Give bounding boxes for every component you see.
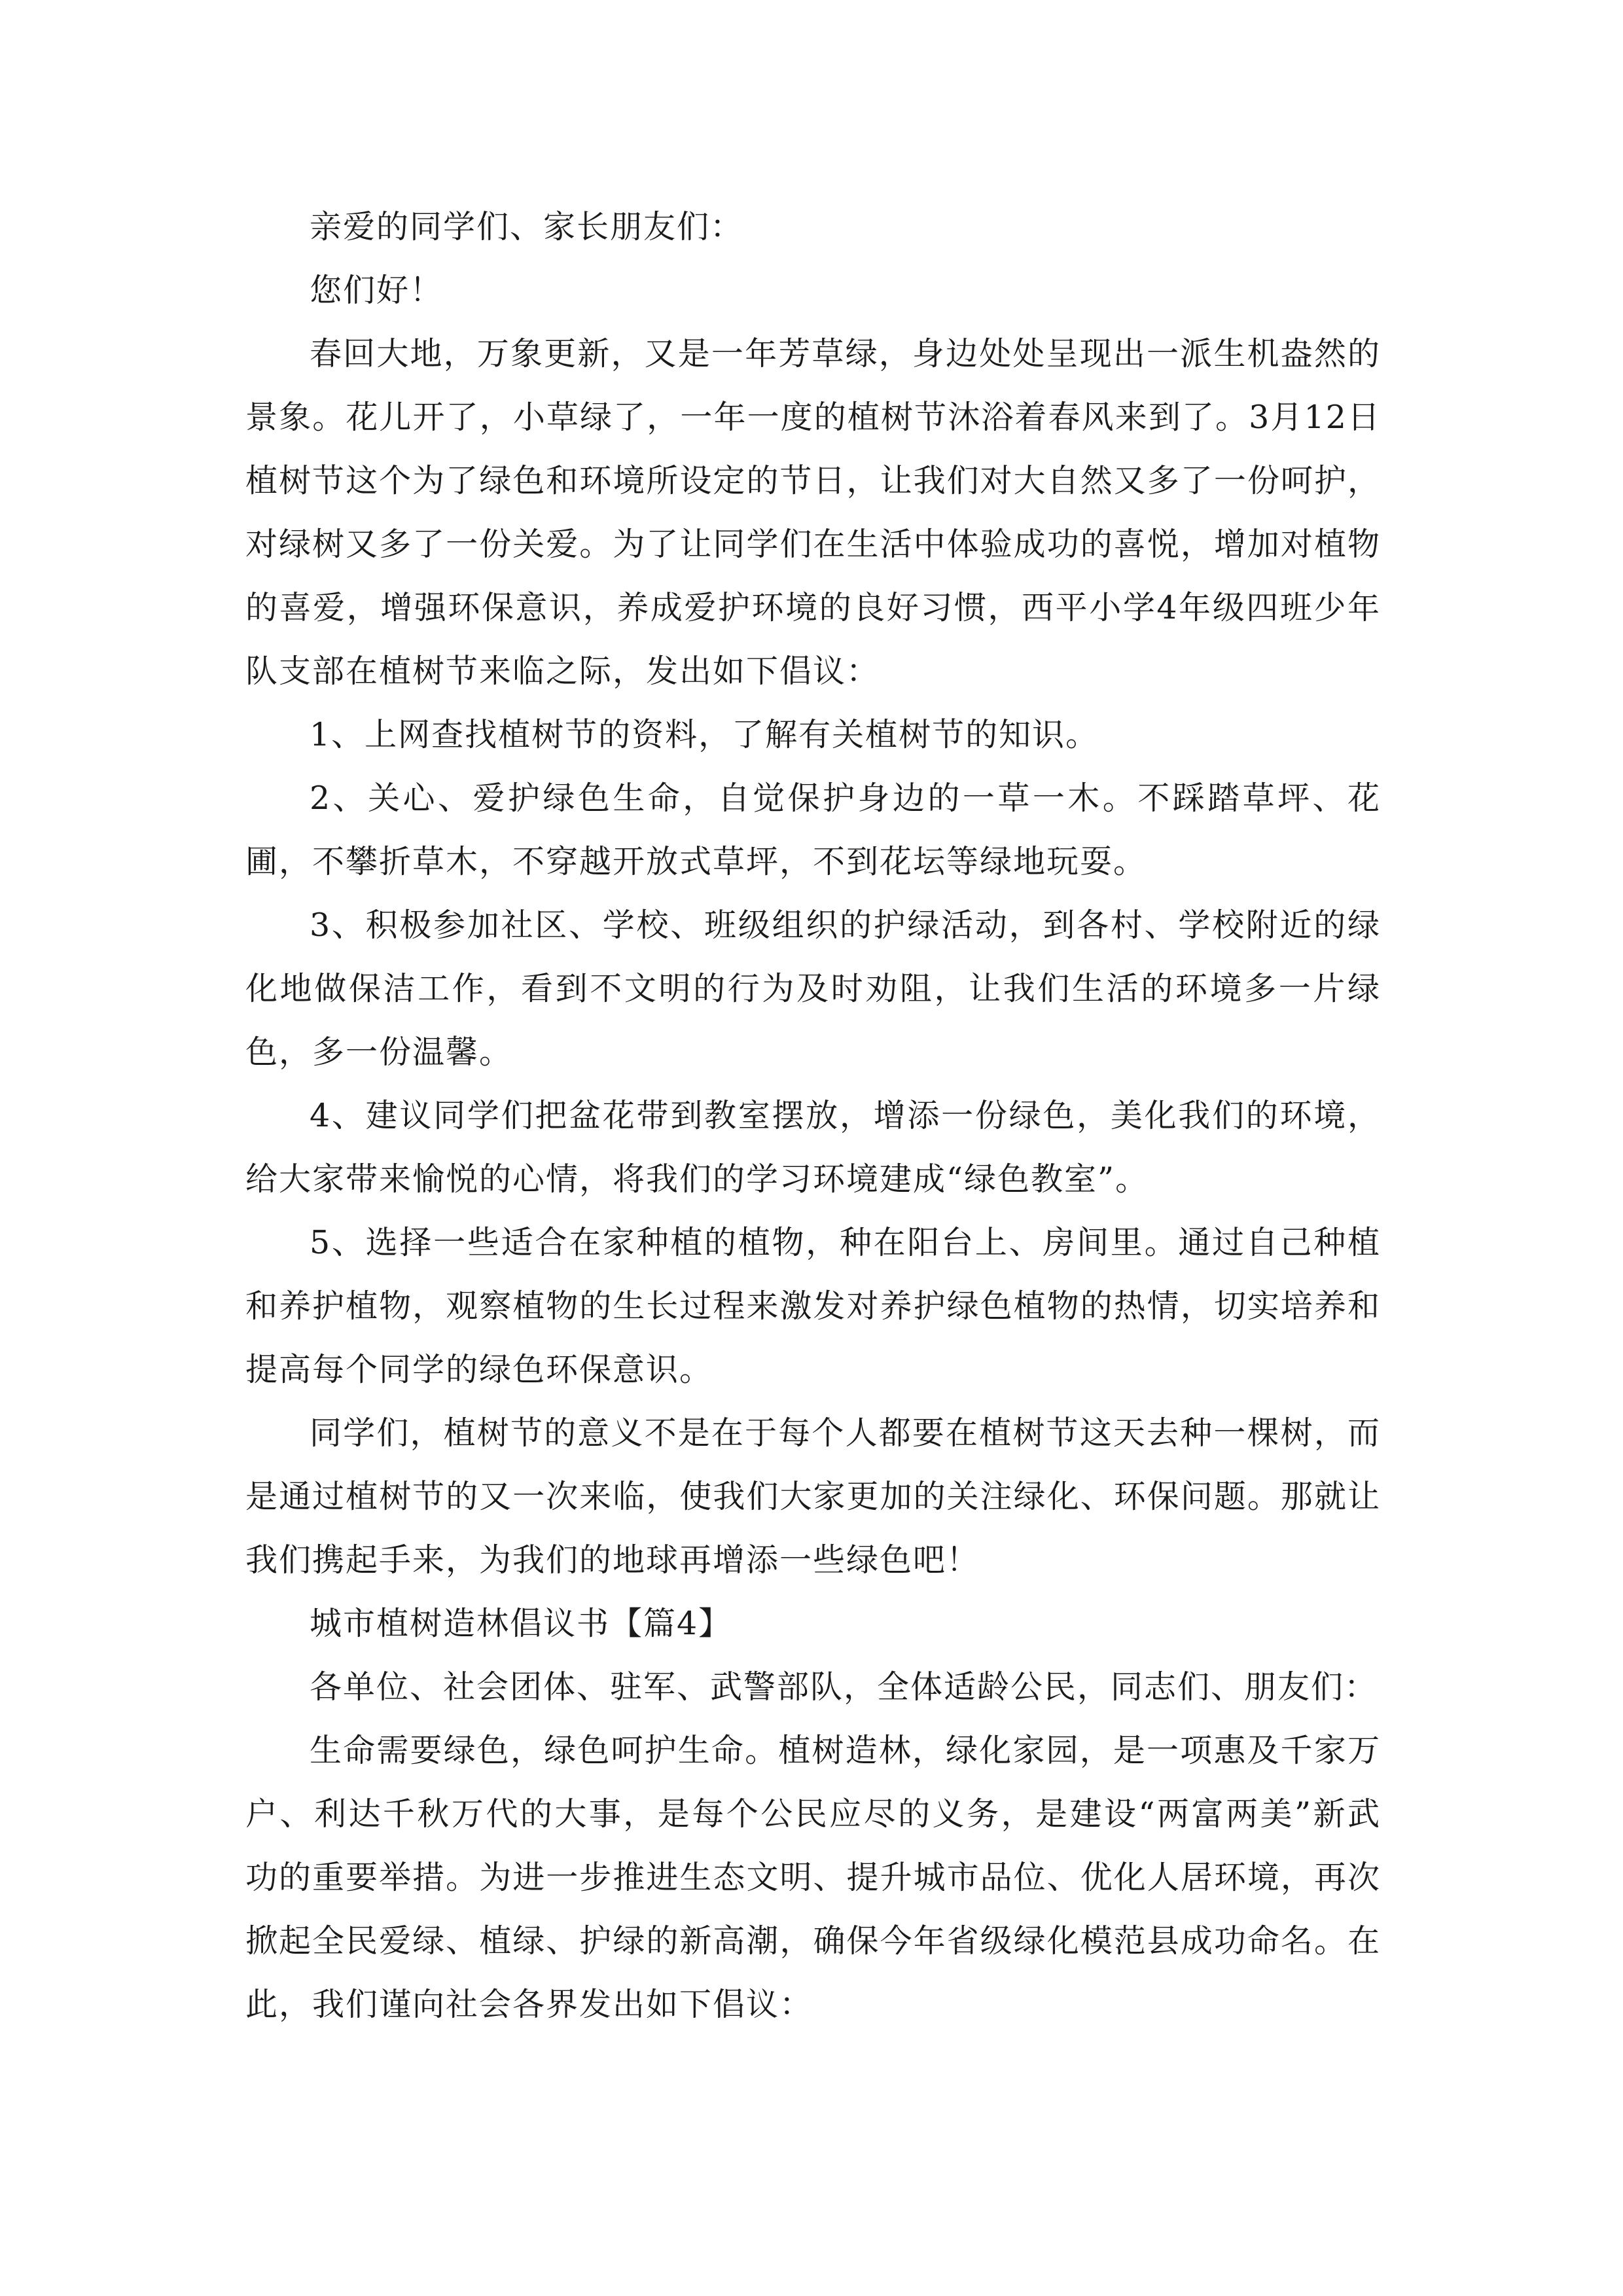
proposal-item-4: 4、建议同学们把盆花带到教室摆放，增添一份绿色，美化我们的环境，给大家带来愉悦的心情，将我们的学习环境建成“绿色教室”。: [245, 1097, 1381, 1198]
section-title: 城市植树造林倡议书【篇4】: [310, 1605, 732, 1642]
salutation: 亲爱的同学们、家长朋友们：: [310, 208, 744, 245]
closing-paragraph: 同学们，植树节的意义不是在于每个人都要在植树节这天去种一棵树，而是通过植树节的又一次来临，使我们大家更加的关注绿化、环保问题。那就让我们携起手来，为我们的地球再增添一些绿色吧！: [245, 1414, 1381, 1579]
proposal-item-3: 3、积极参加社区、学校、班级组织的护绿活动，到各村、学校附近的绿化地做保洁工作，看到不文明的行为及时劝阻，让我们生活的环境多一片绿色，多一份温馨。: [245, 906, 1381, 1071]
document-body: [245, 195, 1381, 2036]
section-intro-paragraph: 生命需要绿色，绿色呵护生命。植树造林，绿化家园，是一项惠及千家万户、利达千秋万代的大事，是每个公民应尽的义务，是建设“两富两美”新武功的重要举措。为进一步推进生态文明、提升城市品位、优化人居环境，再次掀起全民爱绿、植绿、护绿的新高潮，确保今年省级绿化模范县成功命名。在此，我们谨向社会各界发出如下倡议：: [245, 1732, 1381, 2023]
proposal-item-2: 2、关心、爱护绿色生命，自觉保护身边的一草一木。不踩踏草坪、花圃，不攀折草木，不穿越开放式草坪，不到花坛等绿地玩耍。: [245, 780, 1381, 880]
intro-paragraph: 春回大地，万象更新，又是一年芳草绿，身边处处呈现出一派生机盎然的景象。花儿开了，小草绿了，一年一度的植树节沐浴着春风来到了。3月12日 植树节这个为了绿色和环境所设定的节日，让我们对大自然又多了一份呵护，对绿树又多了一份关爱。为了让同学们在生活中体验成功的喜悦，增加对植物的喜爱，增强环保意识，养成爱护环境的良好习惯，西平小学4年级四班少年队支部在植树节来临之际，发出如下倡议：: [245, 335, 1381, 690]
greeting: 您们好！: [310, 272, 444, 309]
proposal-item-5: 5、选择一些适合在家种植的植物，种在阳台上、房间里。通过自己种植和养护植物，观察植物的生长过程来激发对养护绿色植物的热情，切实培养和提高每个同学的绿色环保意识。: [245, 1224, 1381, 1388]
section-salutation: 各单位、社会团体、驻军、武警部队，全体适龄公民，同志们、朋友们：: [310, 1668, 1378, 1706]
proposal-item-1: 1、上网查找植树节的资料，了解有关植树节的知识。: [310, 716, 1099, 753]
